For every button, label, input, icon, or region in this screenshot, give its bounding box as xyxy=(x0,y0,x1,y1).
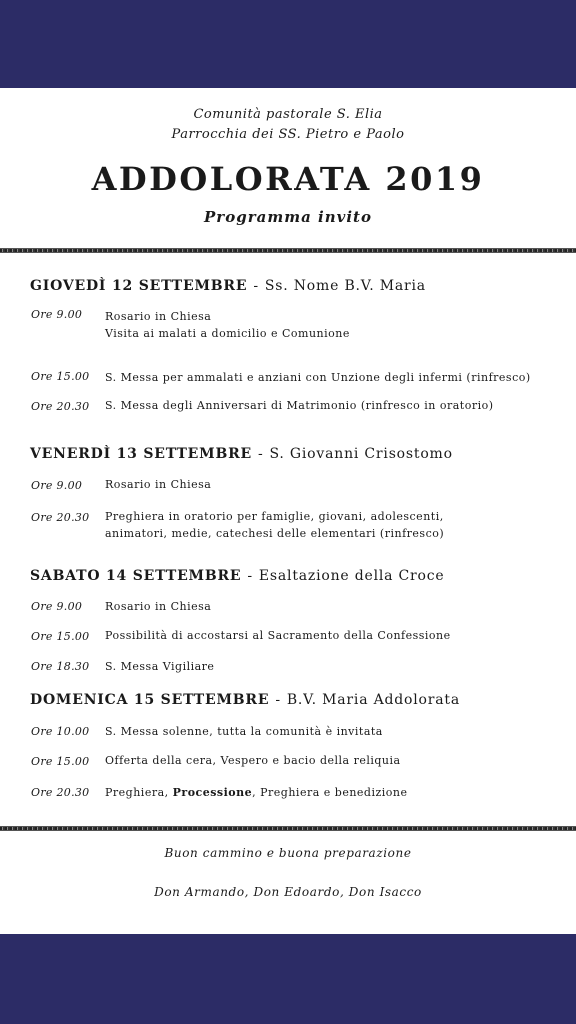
day-heading-venerdi xyxy=(30,446,453,462)
day-feast: Ss. Nome B.V. Maria xyxy=(264,278,426,294)
divider-bottom xyxy=(0,826,576,831)
event-line: S. Messa solenne, tutta la comunità è invitata xyxy=(105,725,383,738)
event-description xyxy=(105,627,451,644)
bottom-border-band xyxy=(0,934,576,1024)
event-description xyxy=(105,397,494,414)
event-line: Visita ai malati a domicilio e Comunione xyxy=(105,327,350,340)
event-description xyxy=(105,752,401,769)
event-line: S. Messa per ammalati e anziani con Unzione degli infermi (rinfresco) xyxy=(105,371,531,384)
day-date: GIOVEDÌ 12 SETTEMBRE xyxy=(30,278,248,294)
day-heading-sabato xyxy=(30,568,445,584)
event-line: animatori, medie, catechesi delle elementari (rinfresco) xyxy=(105,527,445,540)
day-separator: - xyxy=(257,446,264,462)
signature-line: Don Armando, Don Edoardo, Don Isacco xyxy=(154,885,422,899)
event-line: S. Messa Vigiliare xyxy=(105,660,215,673)
day-separator: - xyxy=(253,278,259,294)
event-time: Ore 15.00 xyxy=(31,630,90,643)
day-separator: - xyxy=(275,692,281,708)
event-time: Ore 9.00 xyxy=(31,308,83,321)
day-heading-giovedi xyxy=(30,278,426,294)
parish-name: Parrocchia dei SS. Pietro e Paolo xyxy=(171,127,405,142)
day-separator: - xyxy=(247,568,253,584)
event-text-bold: Processione xyxy=(172,786,253,799)
event-description xyxy=(105,369,531,386)
page-title: ADDOLORATA 2019 xyxy=(91,160,485,198)
event-line: S. Messa degli Anniversari di Matrimonio (rinfresco in oratorio) xyxy=(105,399,494,412)
event-line: Rosario in Chiesa xyxy=(105,600,212,613)
event-line: Offerta della cera, Vespero e bacio della reliquia xyxy=(105,754,401,767)
day-date: SABATO 14 SETTEMBRE xyxy=(30,568,242,584)
day-feast: Esaltazione della Croce xyxy=(258,568,445,584)
event-time: Ore 15.00 xyxy=(31,370,90,383)
day-date: VENERDÌ 13 SETTEMBRE xyxy=(30,446,252,462)
event-description xyxy=(105,476,211,493)
closing-wish: Buon cammino e buona preparazione xyxy=(164,846,412,860)
event-line: Possibilità di accostarsi al Sacramento della Confessione xyxy=(105,629,451,642)
event-time: Ore 20.30 xyxy=(31,400,90,413)
event-time: Ore 10.00 xyxy=(31,725,90,738)
event-description xyxy=(105,658,214,675)
event-line: Rosario in Chiesa xyxy=(105,310,212,323)
event-description xyxy=(105,508,444,542)
event-time: Ore 9.00 xyxy=(31,600,83,613)
event-time: Ore 20.30 xyxy=(31,511,90,524)
day-heading-domenica xyxy=(30,692,460,708)
day-date: DOMENICA 15 SETTEMBRE xyxy=(30,692,270,708)
day-feast: S. Giovanni Crisostomo xyxy=(269,446,453,462)
event-description xyxy=(105,784,408,801)
event-time: Ore 9.00 xyxy=(31,479,83,492)
event-description xyxy=(105,723,383,740)
event-description xyxy=(105,308,350,342)
program-document xyxy=(0,88,576,934)
community-name: Comunità pastorale S. Elia xyxy=(193,107,383,122)
event-time: Ore 15.00 xyxy=(31,755,90,768)
page-subtitle: Programma invito xyxy=(204,208,372,226)
day-feast: B.V. Maria Addolorata xyxy=(286,692,460,708)
event-text: , Preghiera e benedizione xyxy=(252,786,408,799)
event-time: Ore 20.30 xyxy=(31,786,90,799)
event-line xyxy=(105,784,408,801)
event-line: Rosario in Chiesa xyxy=(105,478,212,491)
event-description xyxy=(105,598,211,615)
event-time: Ore 18.30 xyxy=(31,660,90,673)
event-text: Preghiera, xyxy=(105,786,173,799)
event-line: Preghiera in oratorio per famiglie, giovani, adolescenti, xyxy=(105,510,444,523)
divider-top xyxy=(0,248,576,253)
top-border-band xyxy=(0,0,576,88)
